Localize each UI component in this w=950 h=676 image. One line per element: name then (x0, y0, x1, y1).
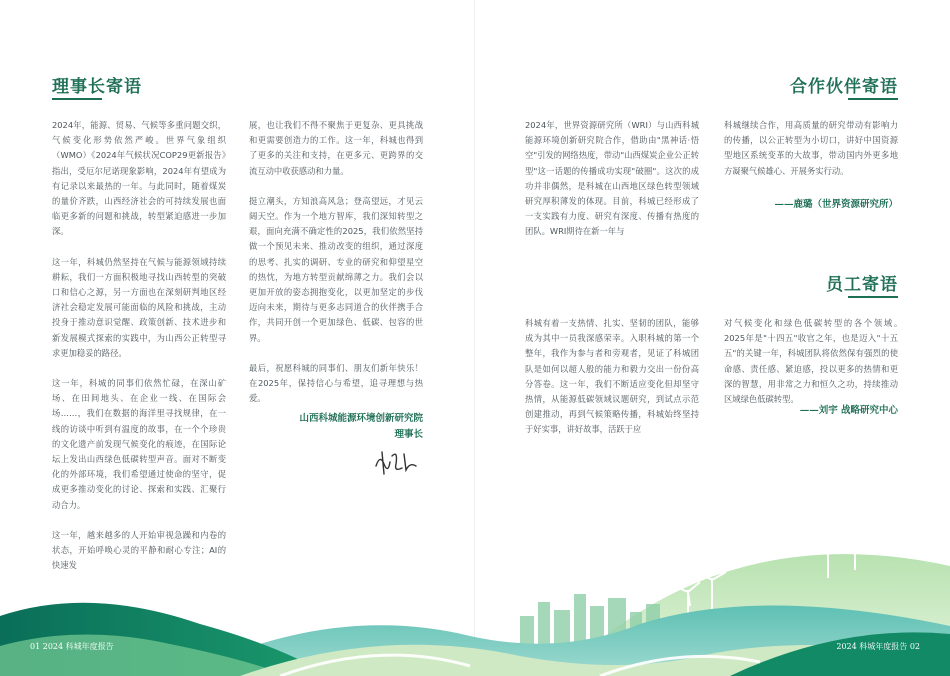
partner-message-title: 合作伙伴寄语 (790, 77, 898, 97)
title-underline (848, 98, 898, 100)
paragraph: 2024年，能源、贸易、气候等多重问题交织，气候变化形势依然严峻。世界气象组织（WMO）《2024年气候状况COP29更新报告》指出，受厄尔尼诺现象影响，2024年有望成为有记录以来最热的一年。与此同时，随着煤炭的量价齐跌，山西经济社会的可持续发展也面临更多新的问题和挑战，转型紧迫感进一步加深。 (52, 120, 226, 237)
paragraph: 这一年，科城的同事们依然忙碌，在深山矿场、在田间地头、在企业一线、在国际会场……，我们在数据的海洋里寻找规律，在一线的访谈中听到有温度的故事，在一个个珍贵的文化遗产前发现气候变化的痕迹，在国际论坛上发出山西绿色低碳转型声音。面对不断变化的外部环境，我们希望通过使命的坚守，促成更多推动变化的讨论、探索和实践、汇聚行动合力。 (52, 378, 226, 510)
paragraph: 展，也让我们不得不聚焦于更复杂、更具挑战和更需要创造力的工作。这一年，科城也得到了更多的关注和支持，在更多元、更跨界的交流互动中收获感动和力量。 (249, 120, 423, 176)
paragraph: 这一年，越来越多的人开始审视急躁和内卷的状态，开始呼唤心灵的平静和耐心专注；AI的快速发 (52, 529, 226, 571)
staff-message-title: 员工寄语 (826, 275, 898, 295)
paragraph: 这一年，科城仍然坚持在气候与能源领域持续耕耘，我们一方面积极地寻找山西转型的突破口和信心之源，另一方面也在深刻研判地区经济社会稳定发展可能面临的风险和挑战，主动投身于推动意识觉醒、政策创新、技术进步和新发展模式探索的实践中，为山西公正转型寻求更加稳妥的路径。 (52, 256, 226, 358)
title-underline (52, 98, 102, 100)
staff-column-1 (525, 316, 699, 453)
handwritten-signature (372, 446, 420, 478)
partner-signature: ——鹿璐（世界资源研究所） (774, 199, 898, 210)
staff-signature: ——刘宇 战略研究中心 (799, 405, 898, 416)
partner-column-2 (724, 118, 898, 194)
signature-org: 山西科城能源环境创新研究院 (299, 413, 423, 424)
green-landscape-illustration (0, 506, 950, 676)
signature-role: 理事长 (394, 429, 423, 440)
paragraph: 科城有着一支热情、扎实、坚韧的团队，能够成为其中一员我深感荣幸。入职科城的第一个整年，我作为参与者和旁观者，见证了科城团队是如何以超人般的能力和毅力交出一份份高分答卷。这一年，我们不断适应变化但却坚守热情，从能源低碳领域议题研究，到试点示范创建推动，再到气候策略传播，科城始终坚持于好实事，讲好故事，活跃于应 (525, 318, 699, 435)
paragraph: 挺立潮头，方知浪高风急；登高望远，才见云阔天空。作为一个地方智库，我们深知转型之艰，面向充满不确定性的2025，我们依然坚持做一个预见未来、推动改变的组织，通过深度的思考、扎实的调研、专业的研究和仰望星空的热忱，为地方转型贡献绵薄之力。我们会以更加开放的姿态拥抱变化，以更加坚定的步伐迈向未来，期待与更多志同道合的伙伴携手合作，共同开创一个更加绿色、低碳、包容的世界。 (249, 195, 423, 343)
title-underline (848, 296, 898, 298)
paragraph: 2024年，世界资源研究所（WRI）与山西科城能源环境创新研究院合作，借助由"黑神话·悟空"引发的网络热度，带动"山西煤炭企业公正转型"这一话题的传播成功实现"破圈"。这次的成功并非偶然，是科城在山西地区绿色转型领域研究厚积薄发的体现。目前，科城已经形成了一支实践有力度、研究有深度、传播有热度的团队。WRI期待在新一年与 (525, 120, 699, 237)
partner-column-1 (525, 118, 699, 255)
paragraph: 科城继续合作，用高质量的研究带动有影响力的传播，以公正转型为小切口，讲好中国资源型地区系统变革的大故事，带动国内外更多地方凝聚气候雄心、开展务实行动。 (724, 120, 898, 176)
paragraph: 对气候变化和绿色低碳转型的各个领域。 2025年是"十四五"收官之年，也是迈入"十五五"的关键一年，科城团队将依然保有强烈的使命感、责任感、紧迫感，投以更多的热情和更深的智慧，用非常之力和恒久之功，持续推动区域绿色低碳转型。 (724, 318, 907, 405)
chairman-message-title: 理事长寄语 (52, 77, 142, 97)
left-folio: 01 2024 科城年度报告 (30, 642, 114, 651)
right-folio: 2024 科城年度报告 02 (836, 642, 920, 651)
paragraph: 最后，祝愿科城的同事们、朋友们新年快乐！在2025年，保持信心与希望，追寻理想与热爱。 (249, 362, 423, 404)
chairman-column-2 (249, 118, 423, 421)
